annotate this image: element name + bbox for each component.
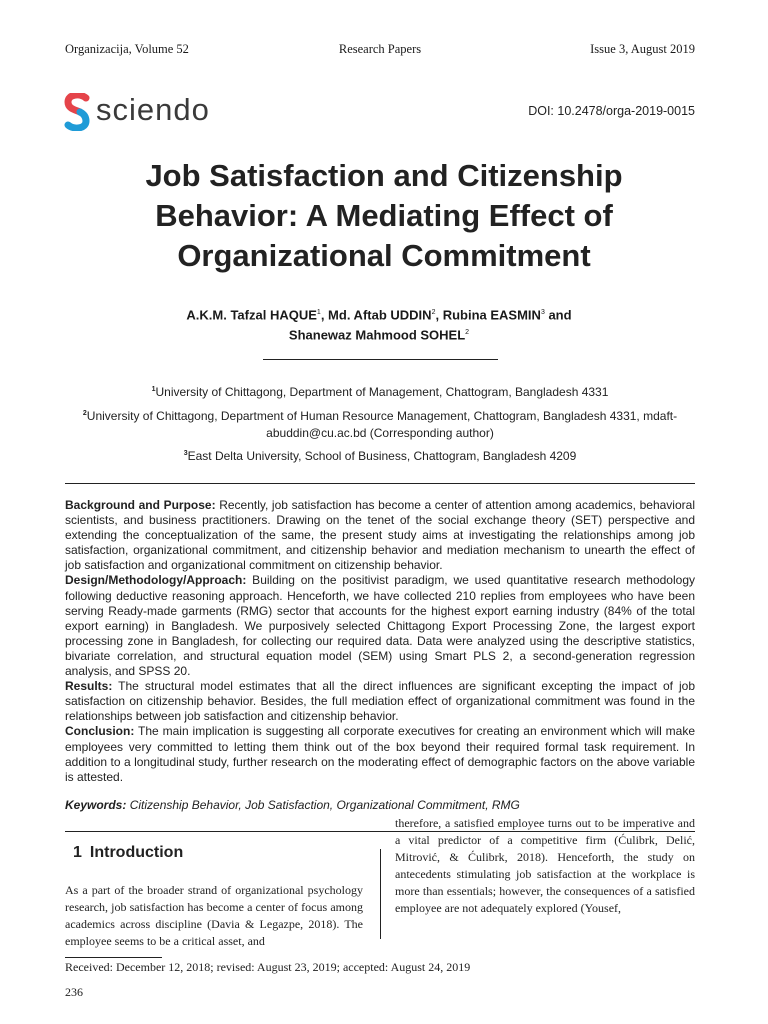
received-dates-footnote: Received: December 12, 2018; revised: August 23, 2019; accepted: August 24, 2019 — [65, 960, 471, 974]
affiliation: $^1$University of Chittagong, Department of Management, Chattogram, Bangladesh 4331 — [151, 385, 609, 399]
abstract-label: Design/Methodology/Approach: — [65, 573, 247, 588]
publisher-logo — [64, 92, 210, 132]
author-affiliation-mark: 2 — [465, 329, 470, 337]
author-divider — [263, 359, 498, 360]
running-header — [65, 42, 695, 62]
author-affiliation-mark: 1 — [316, 309, 321, 316]
abstract-top-rule — [65, 483, 695, 484]
affiliation: $^3$East Delta University, School of Business, Chattogram, Bangladesh 4209 — [183, 449, 577, 463]
affiliation: $^2$University of Chittagong, Department of Human Resource Management, Chattogram, Bangladesh 4331, mdaft-abuddin@cu.ac.bd (Corresponding author) — [82, 409, 678, 440]
author-affiliation-mark: 2 — [431, 309, 436, 316]
abstract-label: Results: — [65, 679, 113, 694]
keywords-label: Keywords: — [65, 798, 127, 812]
author-name: Shanewaz Mahmood SOHEL — [288, 327, 466, 343]
author-name: A.K.M. Tafzal HAQUE — [186, 307, 317, 323]
footnote-rule — [65, 957, 162, 958]
body-column-left — [65, 882, 363, 950]
issue-date: Issue 3, August 2019 — [590, 42, 695, 56]
doi: DOI: 10.2478/orga-2019-0015 — [528, 104, 695, 118]
author-list: A.K.M. Tafzal HAQUE$^1$, Md. Aftab UDDIN$^2$, Rubina EASMIN$^3$ and Shanewaz Mahmood SOHEL$^2$ — [186, 307, 572, 343]
paper-title: Job Satisfaction and Citizenship Behavior: A Mediating Effect of Organizational Commitment — [145, 158, 623, 273]
author-name: Rubina EASMIN — [442, 307, 541, 323]
body-column-right — [395, 815, 695, 917]
author-name: Md. Aftab UDDIN — [328, 307, 432, 323]
abstract-paragraph: Results: The structural model estimates that all the direct influences are significant excepting the impact of job satisfaction on citizenship behavior. Besides, the full mediation effect of organizational commitment was found in the relationships between job satisfaction and citizenship behavior. — [65, 679, 695, 724]
logo-wordmark: sciendo — [96, 92, 210, 127]
section-heading — [73, 844, 183, 862]
body-paragraph: therefore, a satisfied employee turns out to be imperative and a vital predictor of a competitive firm (Ćulibrk, Delić, Mitrović, & Ćulibrk, 2018). Henceforth, the study on antecedents stimulating job satisfaction at the workplace is more than essentials; however, the consequences of a satisfied employee are not adequately explored (Yousef, — [395, 816, 695, 915]
author-affiliation-mark: 3 — [540, 309, 545, 316]
journal-volume: Organizacija, Volume 52 — [65, 42, 189, 56]
abstract-paragraph: Design/Methodology/Approach: Building on the positivist paradigm, we used quantitative research methodology following deductive reasoning approach. Henceforth, we have collected 210 replies from employees who have been serving Ready-made garments (RMG) sector that accounts for the highest export earning industry (84% of the total export earning) in Bangladesh. We purposively selected Chittagong Export Processing Zone, the largest export processing zone in Bangladesh, for collecting our required data. Data were analyzed using the descriptive statistics, bivariate correlation, and structural equation model (SEM) using Smart PLS 2, a second-generation regression analysis, and SPSS 20. — [65, 573, 695, 679]
section-title: Introduction — [89, 844, 184, 861]
keywords — [65, 798, 695, 812]
keywords-list: Citizenship Behavior, Job Satisfaction, Organizational Commitment, RMG — [126, 798, 520, 812]
sciendo-s-icon — [64, 93, 90, 131]
abstract-label: Background and Purpose: — [65, 498, 216, 512]
abstract-paragraph: Conclusion: The main implication is suggesting all corporate executives for creating an environment which will make employees very committed to letting them think out of the box beyond their required formal task requirement. In addition to a longitudinal study, further research on the moderating effect of demographic factors on the above variable is attested. — [65, 724, 695, 784]
abstract-label: Conclusion: — [65, 724, 135, 739]
section-number: 1 — [73, 844, 82, 861]
page-number: 236 — [65, 985, 83, 999]
abstract — [65, 498, 695, 785]
body-paragraph: As a part of the broader strand of organizational psychology research, job satisfaction has become a center of focus among academics across discipline (Davia & Legazpe, 2018). The employee seems to be a critical asset, and — [65, 883, 363, 948]
abstract-paragraph: Background and Purpose: Recently, job satisfaction has become a center of attention among academics, behavioral scientists, and business practitioners. Drawing on the tenet of the social exchange theory (SET) perspective and extending the conceptualization of the same, the present study aims at investigating the relationships among job satisfaction, organizational commitment, and citizenship behavior and mediation mechanism to unearth the effect of job satisfaction and organizational commitment on citizenship behavior. — [65, 498, 695, 573]
section-type: Research Papers — [338, 42, 422, 56]
column-divider — [380, 849, 381, 939]
